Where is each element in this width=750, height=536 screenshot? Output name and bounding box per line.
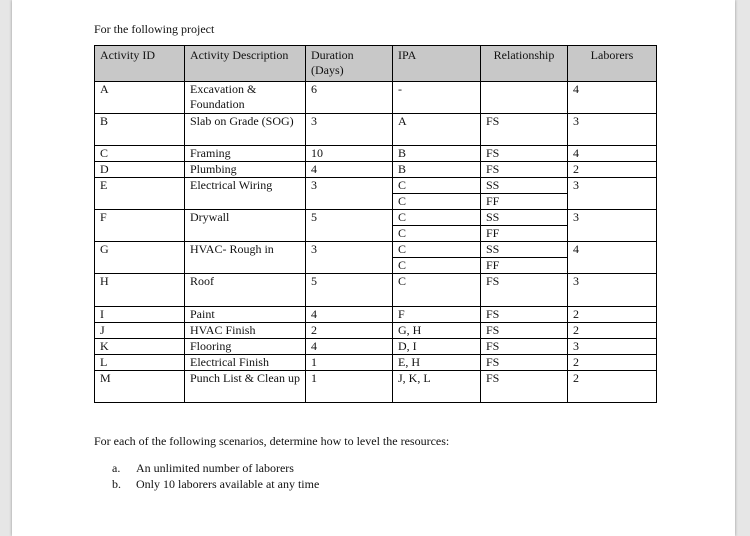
activity-description: Electrical Finish (185, 355, 306, 371)
ipa: B (393, 162, 481, 178)
document-page (12, 0, 735, 536)
duration: 6 (306, 82, 393, 114)
ipa: D, I (393, 339, 481, 355)
activity-description: Excavation & Foundation (185, 82, 306, 114)
ipa: E, H (393, 355, 481, 371)
duration: 3 (306, 242, 393, 274)
laborers: 2 (568, 371, 657, 403)
ipa (393, 210, 481, 242)
project-table (94, 45, 657, 403)
duration: 10 (306, 146, 393, 162)
table-row (95, 146, 657, 162)
laborers: 3 (568, 339, 657, 355)
scenario-list (112, 460, 319, 492)
relationship-entry: FF (486, 226, 500, 240)
duration: 3 (306, 114, 393, 146)
table-row (95, 355, 657, 371)
relationship: FS (481, 339, 568, 355)
ipa: G, H (393, 323, 481, 339)
ipa: - (393, 82, 481, 114)
ipa (393, 242, 481, 274)
activity-id: H (95, 274, 185, 307)
list-item (112, 460, 319, 476)
table-row (95, 323, 657, 339)
ipa-entry: C (398, 258, 407, 272)
duration: 2 (306, 323, 393, 339)
ipa: F (393, 307, 481, 323)
relationship (481, 210, 568, 242)
activity-description: Punch List & Clean up (185, 371, 306, 403)
activity-id: B (95, 114, 185, 146)
table-row (95, 210, 657, 242)
activity-id: D (95, 162, 185, 178)
activity-id: C (95, 146, 185, 162)
table-row (95, 307, 657, 323)
laborers: 4 (568, 242, 657, 274)
activity-id: L (95, 355, 185, 371)
header-activity-description: Activity Description (185, 46, 306, 82)
table-row (95, 339, 657, 355)
header-row (95, 46, 657, 82)
laborers: 2 (568, 307, 657, 323)
relationship: FS (481, 355, 568, 371)
laborers: 2 (568, 323, 657, 339)
activity-description: Drywall (185, 210, 306, 242)
table-row (95, 242, 657, 274)
list-item (112, 476, 319, 492)
ipa-entry: C (398, 226, 407, 240)
relationship (481, 178, 568, 210)
header-duration: Duration (Days) (306, 46, 393, 82)
list-marker: a. (112, 461, 121, 475)
relationship-entry: SS (481, 210, 567, 226)
laborers: 3 (568, 178, 657, 210)
header-laborers: Laborers (568, 46, 657, 82)
relationship (481, 242, 568, 274)
ipa: J, K, L (393, 371, 481, 403)
ipa: A (393, 114, 481, 146)
activity-description: HVAC- Rough in (185, 242, 306, 274)
duration: 3 (306, 178, 393, 210)
relationship: FS (481, 323, 568, 339)
activity-id: G (95, 242, 185, 274)
ipa-entry: C (393, 242, 480, 258)
activity-id: E (95, 178, 185, 210)
activity-id: J (95, 323, 185, 339)
ipa-entry: C (393, 178, 480, 194)
table-row (95, 371, 657, 403)
intro-text: For the following project (94, 22, 215, 36)
duration: 1 (306, 355, 393, 371)
ipa: C (393, 274, 481, 307)
activity-id: I (95, 307, 185, 323)
duration: 5 (306, 274, 393, 307)
relationship: FS (481, 114, 568, 146)
ipa (393, 178, 481, 210)
ipa-entry: C (393, 210, 480, 226)
ipa: B (393, 146, 481, 162)
table-row (95, 162, 657, 178)
activity-id: F (95, 210, 185, 242)
relationship: FS (481, 146, 568, 162)
list-marker: b. (112, 477, 121, 491)
table-row (95, 178, 657, 210)
activity-description: Flooring (185, 339, 306, 355)
laborers: 3 (568, 274, 657, 307)
activity-description: HVAC Finish (185, 323, 306, 339)
laborers: 3 (568, 210, 657, 242)
activity-description: Electrical Wiring (185, 178, 306, 210)
activity-id: M (95, 371, 185, 403)
activity-description: Paint (185, 307, 306, 323)
relationship: FS (481, 371, 568, 403)
scenario-instructions: For each of the following scenarios, determine how to level the resources: (94, 434, 450, 448)
scenario-text: Only 10 laborers available at any time (136, 477, 320, 491)
table-row (95, 274, 657, 307)
header-ipa: IPA (393, 46, 481, 82)
header-relationship: Relationship (481, 46, 568, 82)
laborers: 2 (568, 355, 657, 371)
laborers: 3 (568, 114, 657, 146)
activity-id: A (95, 82, 185, 114)
activity-description: Roof (185, 274, 306, 307)
scenario-text: An unlimited number of laborers (136, 461, 294, 475)
relationship-entry: FF (486, 194, 500, 208)
laborers: 4 (568, 82, 657, 114)
ipa-entry: C (398, 194, 407, 208)
relationship-entry: FF (486, 258, 500, 272)
duration: 5 (306, 210, 393, 242)
table-row (95, 82, 657, 114)
relationship-entry: SS (481, 178, 567, 194)
table-row (95, 114, 657, 146)
relationship (481, 82, 568, 114)
header-activity-id: Activity ID (95, 46, 185, 82)
duration: 4 (306, 162, 393, 178)
relationship: FS (481, 274, 568, 307)
relationship: FS (481, 307, 568, 323)
activity-description: Plumbing (185, 162, 306, 178)
duration: 1 (306, 371, 393, 403)
relationship: FS (481, 162, 568, 178)
relationship-entry: SS (481, 242, 567, 258)
laborers: 4 (568, 146, 657, 162)
activity-description: Framing (185, 146, 306, 162)
activity-id: K (95, 339, 185, 355)
laborers: 2 (568, 162, 657, 178)
duration: 4 (306, 307, 393, 323)
activity-description: Slab on Grade (SOG) (185, 114, 306, 146)
duration: 4 (306, 339, 393, 355)
